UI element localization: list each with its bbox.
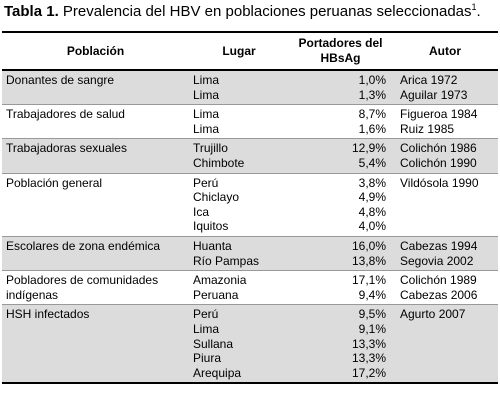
portadores-value: 13,3%	[351, 351, 386, 366]
portadores-value: 3,8%	[358, 175, 386, 190]
lugar-value: Lima	[193, 87, 220, 102]
poblacion-value: HSH infectados	[6, 307, 90, 322]
autor-value: Colichón 1986	[400, 141, 477, 156]
table-row	[2, 305, 498, 383]
table-group	[2, 236, 498, 270]
table-row	[2, 139, 498, 173]
portadores-value: 16,0%	[351, 238, 386, 253]
lugar-value: Iquitos	[193, 219, 229, 234]
portadores-value: 17,2%	[351, 365, 386, 380]
cell-portadores	[289, 105, 392, 139]
cell-poblacion	[2, 305, 189, 383]
autor-value: Cabezas 2006	[400, 287, 478, 302]
lugar-value: Chiclayo	[193, 190, 240, 205]
lugar-value: Ica	[193, 204, 210, 219]
cell-poblacion	[2, 236, 189, 270]
poblacion-value: Pobladores de comunidades	[6, 273, 159, 288]
cell-autor	[392, 305, 498, 383]
header-autor: Autor	[429, 43, 461, 58]
cell-autor	[392, 70, 498, 105]
autor-value: Segovia 2002	[400, 253, 474, 268]
lugar-value: Perú	[193, 175, 219, 190]
caption-text: Prevalencia del HBV en poblaciones peruanas seleccionadas	[58, 3, 472, 20]
caption-label: Tabla 1.	[4, 3, 59, 20]
cell-portadores	[289, 139, 392, 173]
portadores-value: 1,6%	[358, 121, 386, 136]
portadores-value: 4,8%	[358, 204, 386, 219]
lugar-value: Arequipa	[193, 365, 242, 380]
header-portadores-line2: HBsAg	[320, 51, 361, 65]
cell-poblacion	[2, 70, 189, 105]
cell-portadores	[289, 271, 392, 305]
poblacion-value: indígenas	[6, 287, 59, 302]
lugar-value: Lima	[193, 321, 220, 336]
table-group	[2, 173, 498, 236]
portadores-value: 12,9%	[351, 141, 386, 156]
autor-value: Figueroa 1984	[400, 107, 478, 122]
cell-poblacion	[2, 105, 189, 139]
cell-autor	[392, 139, 498, 173]
autor-value: Cabezas 1994	[400, 238, 478, 253]
table-group	[2, 105, 498, 139]
poblacion-value: Donantes de sangre	[6, 73, 115, 87]
portadores-value: 5,4%	[358, 155, 386, 170]
lugar-value: Lima	[193, 73, 220, 87]
poblacion-value: Población general	[6, 175, 103, 190]
poblacion-value: Trabajadores de salud	[6, 107, 125, 122]
portadores-value: 4,9%	[358, 190, 386, 205]
table-row	[2, 236, 498, 270]
cell-autor	[392, 173, 498, 236]
portadores-value: 4,0%	[358, 219, 386, 234]
header-portadores	[289, 32, 392, 70]
cell-portadores	[289, 305, 392, 383]
autor-value: Ruiz 1985	[400, 121, 455, 136]
lugar-value: Piura	[193, 351, 222, 366]
cell-lugar	[189, 236, 289, 270]
lugar-value: Trujillo	[193, 141, 228, 156]
portadores-value: 17,1%	[351, 273, 386, 288]
lugar-value: Huanta	[193, 238, 232, 253]
table-caption	[4, 3, 481, 21]
table-group	[2, 70, 498, 105]
cell-lugar	[189, 139, 289, 173]
cell-poblacion	[2, 139, 189, 173]
lugar-value: Peruana	[193, 287, 239, 302]
autor-value: Colichón 1989	[400, 273, 477, 288]
table-row	[2, 271, 498, 305]
lugar-value: Perú	[193, 307, 219, 322]
lugar-value: Lima	[193, 121, 220, 136]
autor-value: Arica 1972	[400, 73, 458, 87]
header-lugar: Lugar	[222, 43, 256, 58]
lugar-value: Amazonia	[193, 273, 247, 288]
prevalence-table	[2, 31, 498, 384]
header-portadores-line1: Portadores del	[298, 36, 383, 50]
portadores-value: 9,4%	[358, 287, 386, 302]
portadores-value: 9,5%	[358, 307, 386, 322]
lugar-value: Sullana	[193, 336, 234, 351]
autor-value: Vildósola 1990	[400, 175, 479, 190]
table-row	[2, 105, 498, 139]
cell-autor	[392, 271, 498, 305]
cell-autor	[392, 105, 498, 139]
cell-lugar	[189, 70, 289, 105]
caption-reference: 1	[471, 2, 477, 12]
portadores-value: 13,3%	[351, 336, 386, 351]
portadores-value: 13,8%	[351, 253, 386, 268]
table-row	[2, 70, 498, 105]
cell-lugar	[189, 105, 289, 139]
portadores-value: 1,3%	[358, 87, 386, 102]
cell-autor	[392, 236, 498, 270]
table-row	[2, 173, 498, 236]
cell-lugar	[189, 305, 289, 383]
autor-value: Colichón 1990	[400, 155, 477, 170]
poblacion-value: Escolares de zona endémica	[6, 238, 161, 253]
cell-lugar	[189, 173, 289, 236]
header-poblacion: Población	[66, 43, 125, 58]
cell-poblacion	[2, 271, 189, 305]
poblacion-value: Trabajadoras sexuales	[6, 141, 127, 156]
portadores-value: 1,0%	[358, 73, 386, 87]
table-group	[2, 271, 498, 305]
table-group	[2, 305, 498, 383]
portadores-value: 8,7%	[358, 107, 386, 122]
autor-value: Aguilar 1973	[400, 87, 468, 102]
lugar-value: Río Pampas	[193, 253, 260, 268]
table-group	[2, 139, 498, 173]
lugar-value: Chimbote	[193, 155, 245, 170]
portadores-value: 9,1%	[358, 321, 386, 336]
cell-lugar	[189, 271, 289, 305]
cell-portadores	[289, 70, 392, 105]
autor-value: Agurto 2007	[400, 307, 466, 322]
table-header	[2, 32, 498, 70]
caption-period: .	[476, 3, 481, 20]
lugar-value: Lima	[193, 107, 220, 122]
cell-portadores	[289, 173, 392, 236]
cell-portadores	[289, 236, 392, 270]
cell-poblacion	[2, 173, 189, 236]
